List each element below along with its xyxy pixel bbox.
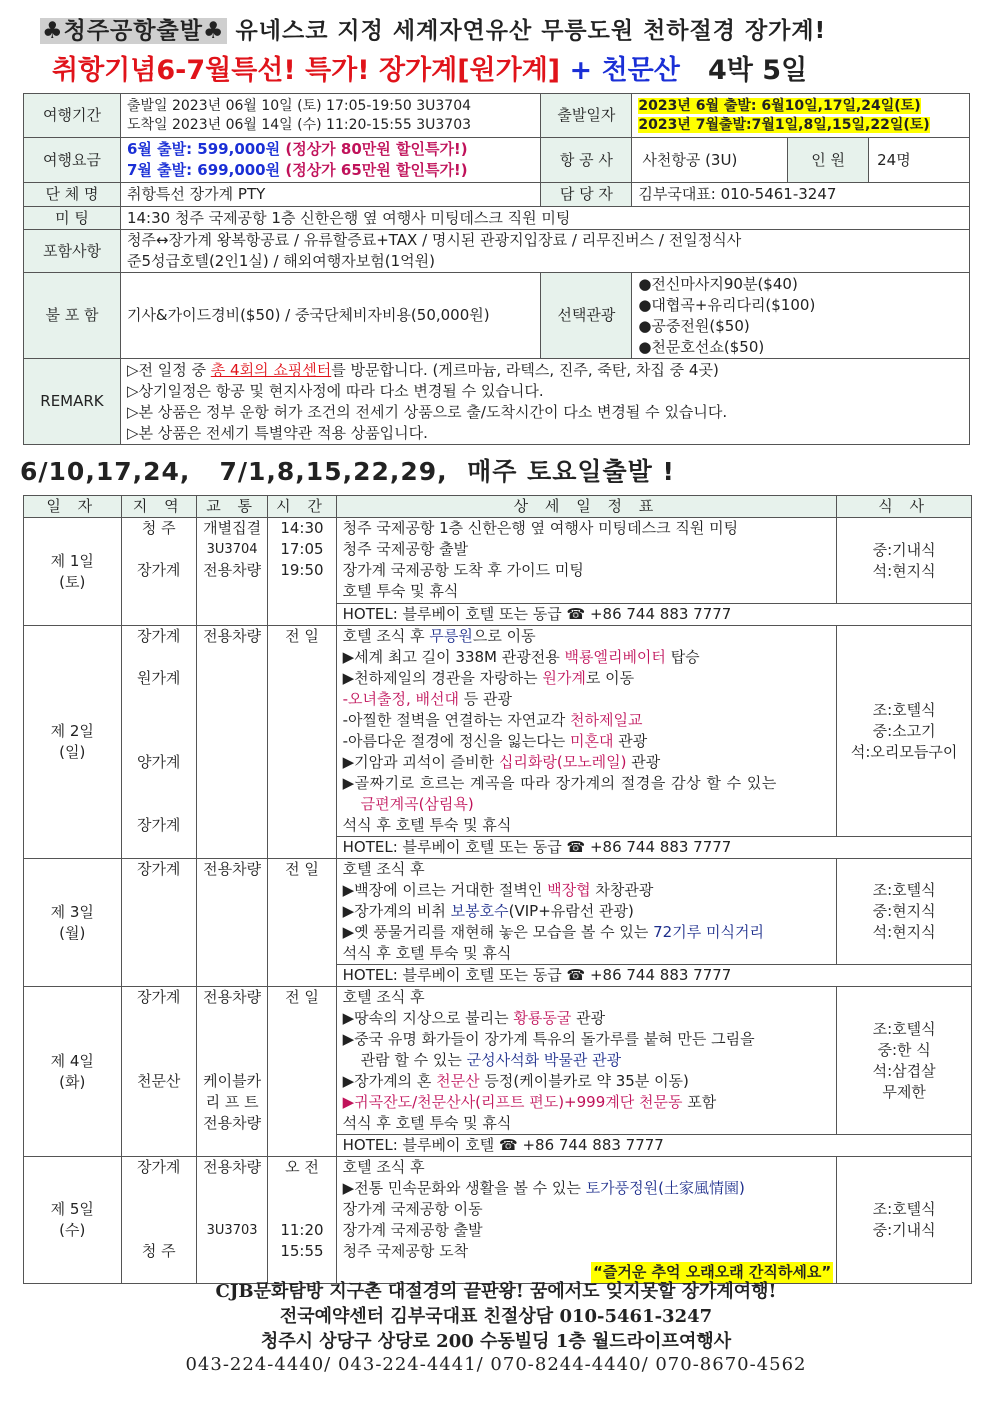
text: -아름다운 절경에 정신을 잃는다는: [342, 732, 570, 750]
day4-hotel: HOTEL: 블루베이 호텔 ☎ +86 744 883 7777: [336, 1135, 971, 1157]
day4-time: 전 일: [268, 987, 336, 1157]
day2-region: [121, 626, 196, 859]
price-june-note: (정상가 80만원 할인특가!): [285, 140, 468, 158]
text: (VIP+유람선 관광): [508, 902, 634, 920]
day2-label: [24, 626, 122, 859]
footer-address: 청주시 상당구 상당로 200 수동빌딩 1층 월드라이프여행사: [260, 1331, 732, 1352]
highlight: ▶귀곡잔도/천문산사(리프트 편도)+999계단 천문동: [342, 1093, 683, 1111]
day4-transport: [196, 987, 267, 1157]
price-july-note: (정상가 65만원 할인특가!): [285, 161, 468, 179]
detail-line: 호텔 투숙 및 휴식: [342, 582, 459, 600]
remark-1: [127, 360, 963, 381]
meal: 조:호텔식: [872, 1200, 936, 1218]
text: ▶땅속의 지상으로 불리는: [342, 1009, 514, 1027]
col-time: 시 간: [268, 496, 336, 518]
meal: 조:호텔식: [872, 881, 936, 899]
detail-line: ▶중국 유명 화가들이 장가계 특유의 돌가루를 붙혀 만든 그림을: [342, 1030, 755, 1048]
airline-value: 사천항공 (3U): [632, 138, 788, 183]
day5-dow: (수): [59, 1221, 86, 1239]
time: 19:50: [280, 561, 324, 579]
remark-label: REMARK: [24, 359, 121, 445]
highlight: 토가풍정원(土家風情園): [585, 1179, 745, 1197]
highlight: -오녀출정, 배선대: [342, 690, 460, 708]
detail-line: [343, 731, 834, 752]
day3-time: 전 일: [268, 859, 336, 987]
time: 14:30: [280, 519, 324, 537]
col-day: 일 자: [24, 496, 122, 518]
transport: 개별집결: [203, 519, 262, 537]
footer-contact: 전국예약센터 김부국대표 친절상담 010-5461-3247: [279, 1306, 713, 1327]
pax-cell: [788, 138, 970, 183]
time: 15:55: [280, 1242, 324, 1260]
day5-label: [24, 1157, 122, 1284]
detail-line: 청주 국제공항 도착: [342, 1242, 469, 1260]
col-transport: 교 통: [196, 496, 267, 518]
day3-number: 제 3일: [50, 902, 94, 921]
remark-2: ▷상기일정은 항공 및 현지사정에 따라 다소 변경될 수 있습니다.: [126, 381, 544, 400]
region: 천문산: [136, 1072, 181, 1090]
info-table: [23, 93, 970, 445]
day1-detail: [336, 518, 837, 604]
meal: 석:현지식: [872, 923, 936, 941]
text: -아찔한 절벽을 연결하는 자연교각: [342, 711, 570, 729]
manager-label: 담 당 자: [541, 183, 632, 207]
col-region: 지 역: [121, 496, 196, 518]
text: 등 관광: [459, 690, 513, 708]
region: 원가계: [136, 669, 181, 687]
meal: 무제한: [882, 1082, 926, 1101]
detail-line: [343, 880, 834, 901]
depdate-label: 출발일자: [541, 94, 632, 138]
day2-time: 전 일: [268, 626, 336, 859]
day3-meals: [837, 859, 972, 965]
highlight: 천하제일교: [569, 711, 643, 729]
day1-dow: (토): [59, 572, 86, 591]
detail-line: [343, 1050, 834, 1071]
remark-shopping: 총 4회의 쇼핑센터: [210, 360, 332, 379]
transport: 전용차량: [203, 1114, 262, 1132]
transport: 전용차량: [203, 1158, 262, 1176]
col-detail: 상 세 일 정 표: [336, 496, 837, 518]
group-label: 단 체 명: [24, 183, 121, 207]
include-line-2: 준5성급호텔(2인1실) / 해외여행자보험(1억원): [126, 252, 435, 270]
price-july: 7월 출발: 699,000원: [126, 161, 286, 179]
highlight: 백룡엘리베이터: [564, 648, 666, 666]
detail-line: [343, 647, 834, 668]
price-label: 여행요금: [24, 138, 121, 183]
period-depart: 출발일 2023년 06월 10일 (토) 17:05-19:50 3U3704: [126, 97, 472, 114]
detail-line: [343, 752, 834, 773]
detail-line: [343, 901, 834, 922]
transport: 전용차량: [203, 561, 262, 579]
transport: 케이블카: [203, 1072, 262, 1090]
detail-line: 청주 국제공항 1층 신한은행 옆 여행사 미팅데스크 직원 미팅: [342, 519, 739, 537]
region: 장가계: [136, 561, 181, 579]
day2-meals: [837, 626, 972, 837]
day4-detail: [336, 987, 837, 1135]
time: 11:20: [280, 1221, 324, 1239]
include-value: [120, 230, 969, 273]
flight-no: 3U3703: [206, 1223, 258, 1238]
region: 양가계: [136, 753, 181, 771]
highlight: 72기루 미식거리: [653, 923, 764, 941]
meal: 중:기내식: [872, 540, 936, 559]
day3-dow: (월): [59, 923, 86, 942]
detail-line: 금편계곡(삼림욕): [360, 795, 474, 813]
text: 로 이동: [585, 669, 635, 687]
day5-meals: [837, 1157, 972, 1284]
region: 장가계: [136, 1158, 181, 1176]
group-value: 취항특선 장가계 PTY: [120, 183, 541, 207]
text: 호텔 조식 후: [342, 627, 430, 645]
day1-transport: [196, 518, 267, 626]
transport: 리 프 트: [205, 1093, 259, 1111]
meal: 석:오리모듬구이: [850, 742, 958, 761]
detail-line: [343, 1008, 834, 1029]
text: ▶기암과 괴석이 즐비한: [342, 753, 499, 771]
meal: 중:기내식: [872, 1221, 936, 1239]
footer-slogan: CJB문화탐방 지구촌 대절경의 끝판왕! 꿈에서도 잊지못할 장가계여행!: [215, 1281, 777, 1302]
remark-1c: 를 방문합니다. (게르마늄, 라텍스, 진주, 죽탄, 차집 중 4곳): [331, 360, 719, 379]
period-arrive: 도착일 2023년 06월 14일 (수) 11:20-15:55 3U3703: [126, 116, 472, 133]
day5-detail: [336, 1157, 837, 1284]
optional-label: 선택관광: [541, 273, 632, 359]
meal: 중:한 식: [877, 1040, 931, 1059]
detail-line: [343, 922, 834, 943]
day3-hotel: HOTEL: 블루베이 호텔 또는 동급 ☎ +86 744 883 7777: [336, 965, 971, 987]
region: 장가계: [136, 988, 181, 1006]
departure-dates: 6/10,17,24, 7/1,8,15,22,29, 매주 토요일출발 !: [20, 457, 675, 486]
meal: 중:현지식: [872, 902, 936, 920]
text: ▶백장에 이르는 거대한 절벽인: [342, 881, 548, 899]
headline-rest: 유네스코 지정 세계자연유산 무릉도원 천하절경 장가계!: [226, 18, 827, 44]
day1-region: [121, 518, 196, 626]
meal: 석:삼겹살: [872, 1061, 936, 1080]
text: 탑승: [665, 648, 700, 666]
meal: 석:현지식: [872, 561, 936, 580]
day1-hotel: HOTEL: 블루베이 호텔 또는 동급 ☎ +86 744 883 7777: [336, 604, 971, 626]
text: 포함: [682, 1093, 717, 1111]
day3-region: 장가계: [121, 859, 196, 987]
text: ▶장가계의 비취: [342, 902, 451, 920]
highlight: 황룡동굴: [513, 1009, 572, 1027]
closing-quote: “즐거운 추억 오래오래 간직하세요”: [593, 1263, 832, 1281]
region: 장가계: [136, 816, 181, 834]
detail-line: 청주 국제공항 출발: [342, 540, 469, 558]
exclude-label: 불 포 함: [24, 273, 121, 359]
day1-label: [24, 518, 122, 626]
detail-line: ▶골짜기로 흐르는 계곡을 따라 장가계의 절경을 감상 할 수 있는: [342, 774, 777, 792]
day2-dow: (일): [59, 743, 86, 761]
depdate-july: 2023년 7월출발:7월1일,8일,15일,22일(토): [638, 116, 930, 133]
region: 장가계: [136, 627, 181, 645]
time: 17:05: [280, 540, 324, 558]
headline-days: 4박 5일: [679, 55, 808, 86]
transport: 전용차량: [203, 988, 262, 1006]
text: 등정(케이블카로 약 35분 이동): [479, 1072, 689, 1090]
region: 청 주: [141, 519, 176, 537]
price-june: 6월 출발: 599,000원: [126, 140, 286, 158]
meal: 조:호텔식: [872, 700, 936, 719]
optional-item: ●전신마사지90분($40): [638, 274, 798, 293]
remark-1a: ▷전 일정 중: [126, 360, 211, 379]
text: 으로 이동: [472, 627, 536, 645]
optional-item: ●공중전원($50): [638, 316, 750, 335]
day3-label: [24, 859, 122, 987]
include-label: 포함사항: [24, 230, 121, 273]
headline-top: [40, 12, 826, 45]
day4-number: 제 4일: [50, 1051, 94, 1070]
flight-no: 3U3704: [206, 542, 258, 557]
highlight: 백장협: [547, 881, 591, 899]
schedule-table: [23, 495, 972, 1284]
day1-time: [268, 518, 336, 626]
price-value: [120, 138, 541, 183]
pax-value: 24명: [877, 151, 911, 169]
detail-line: [343, 626, 834, 647]
detail-line: [343, 689, 834, 710]
day2-detail: [336, 626, 837, 837]
headline-cheonmunsan: 천문산: [601, 55, 680, 86]
remark-4: ▷본 상품은 전세기 특별약관 적용 상품입니다.: [126, 423, 428, 442]
optional-item: ●대협곡+유리다리($100): [638, 295, 816, 314]
day4-region: [121, 987, 196, 1157]
day4-label: [24, 987, 122, 1157]
headline-promo: 취항기념6-7월특선! 특가! 장가계[원가계]: [52, 55, 561, 86]
day2-hotel: HOTEL: 블루베이 호텔 또는 동급 ☎ +86 744 883 7777: [336, 837, 971, 859]
day1-meals: [837, 518, 972, 604]
day4-dow: (화): [59, 1072, 86, 1091]
highlight: 군성사석화 박물관 관광: [466, 1051, 622, 1069]
detail-line: 호텔 조식 후: [342, 1158, 425, 1176]
detail-line: [343, 1178, 834, 1199]
day5-number: 제 5일: [50, 1200, 94, 1218]
detail-line: 석식 후 호텔 투숙 및 휴식: [342, 816, 512, 834]
highlight: 미혼대: [569, 732, 614, 750]
meal: 조:호텔식: [872, 1019, 936, 1038]
headline-plus: +: [560, 55, 602, 86]
detail-line: 장가계 국제공항 출발: [342, 1221, 483, 1239]
day2-transport: 전용차량: [196, 626, 267, 859]
footer-phones: 043-224-4440/ 043-224-4441/ 070-8244-4440/ 070-8670-4562: [185, 1354, 807, 1375]
col-meal: 식 사: [837, 496, 972, 518]
highlight: 십리화랑(모노레일): [498, 753, 627, 771]
day1-number: 제 1일: [50, 551, 94, 570]
highlight: 천문산: [436, 1072, 480, 1090]
depdate-june: 2023년 6월 출발: 6월10일,17일,24일(토): [638, 97, 921, 114]
optional-item: ●천문호선쇼($50): [638, 337, 765, 356]
remark-list: [120, 359, 969, 445]
day3-detail: [336, 859, 837, 965]
text: ▶천하제일의 경관을 자랑하는: [342, 669, 543, 687]
headline-main: [52, 48, 807, 87]
exclude-value: 기사&가이드경비($50) / 중국단체비자비용(50,000원): [120, 273, 541, 359]
text: 관광: [571, 1009, 606, 1027]
highlight: 무릉원: [429, 627, 473, 645]
day2-number: 제 2일: [50, 722, 94, 740]
day4-meals: [837, 987, 972, 1135]
pax-label: 인 원: [788, 138, 869, 182]
highlight: 보봉호수: [450, 902, 509, 920]
depdate-value: [632, 94, 970, 138]
text: 관광: [626, 753, 661, 771]
detail-line: 장가계 국제공항 도착 후 가이드 미팅: [342, 561, 584, 579]
day5-time: [268, 1157, 336, 1284]
manager-value: 김부국대표: 010-5461-3247: [632, 183, 970, 207]
day5-region: [121, 1157, 196, 1284]
airline-label: 항 공 사: [541, 138, 632, 183]
text: 관람 할 수 있는: [360, 1051, 467, 1069]
meal: 중:소고기: [872, 721, 936, 740]
headline-club: ♣청주공항출발♣: [42, 18, 225, 44]
text: ▶장가계의 혼: [342, 1072, 437, 1090]
period-value: [120, 94, 541, 138]
detail-line: 석식 후 호텔 투숙 및 휴식: [342, 1114, 512, 1132]
detail-line: [343, 1092, 834, 1113]
text: ▶옛 풍물거리를 재현해 놓은 모습을 볼 수 있는: [342, 923, 654, 941]
detail-line: 호텔 조식 후: [342, 988, 425, 1006]
day3-transport: 전용차량: [196, 859, 267, 987]
meeting-value: 14:30 청주 국제공항 1층 신한은행 옆 여행사 미팅데스크 직원 미팅: [120, 207, 969, 230]
detail-line: [343, 710, 834, 731]
text: 관광: [613, 732, 648, 750]
meeting-label: 미 팅: [24, 207, 121, 230]
text: 차창관광: [590, 881, 654, 899]
optional-list: [632, 273, 970, 359]
text: ▶전통 민속문화와 생활을 볼 수 있는: [342, 1179, 586, 1197]
remark-3: ▷본 상품은 정부 운항 허가 조건의 전세기 상품으로 출/도착시간이 다소 변경될 수 있습니다.: [126, 402, 728, 421]
detail-line: 석식 후 호텔 투숙 및 휴식: [342, 944, 512, 962]
detail-line: 장가계 국제공항 이동: [342, 1200, 483, 1218]
detail-line: [343, 1071, 834, 1092]
text: ▶세계 최고 길이 338M 관광전용: [342, 648, 565, 666]
period-label: 여행기간: [24, 94, 121, 138]
detail-line: [343, 668, 834, 689]
time: 오 전: [285, 1158, 319, 1176]
region: 청 주: [141, 1242, 176, 1260]
detail-line: 호텔 조식 후: [342, 860, 425, 878]
day5-transport: [196, 1157, 267, 1284]
highlight: 원가계: [542, 669, 586, 687]
include-line-1: 청주↔장가계 왕복항공료 / 유류할증료+TAX / 명시된 관광지입장료 / 리무진버스 / 전일정식사: [126, 231, 742, 249]
